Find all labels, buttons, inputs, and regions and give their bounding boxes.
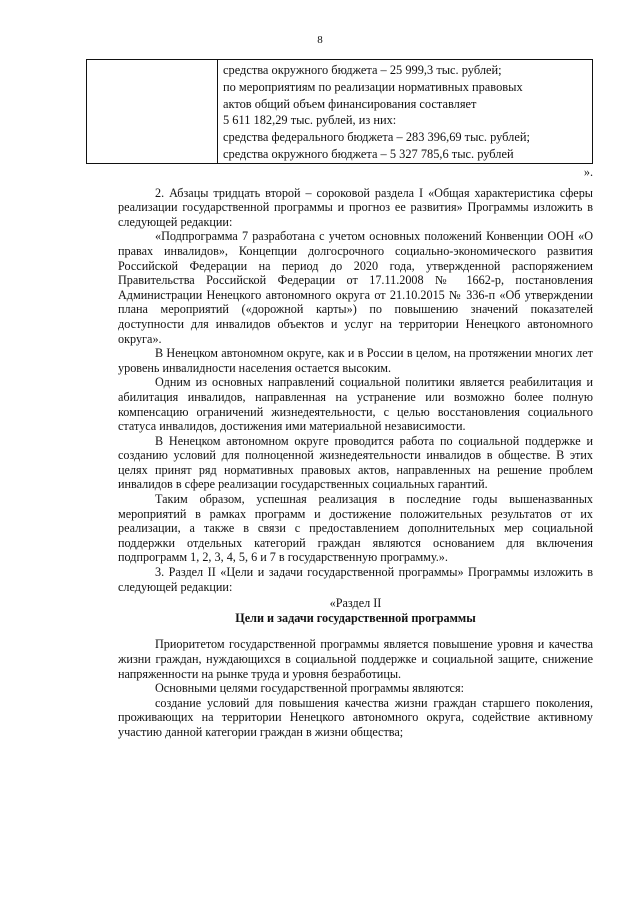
page-number: 8 xyxy=(317,34,323,46)
closing-quote: ». xyxy=(583,165,593,179)
section-title: Цели и задачи государственной программы xyxy=(235,610,476,625)
section-heading: «Раздел II xyxy=(329,596,382,611)
paragraph-goal-elderly: создание условий для повышения качества жизни граждан старшего поколения, проживающих на территории Ненецкого автономного округа, содействие активному участию данной категории граждан в жизни общества; xyxy=(118,695,593,739)
table-line: средства окружного бюджета – 5 327 785,6 тыс. рублей xyxy=(223,146,514,161)
table-line: средства окружного бюджета – 25 999,3 тыс. рублей; xyxy=(223,63,502,77)
table-line: средства федерального бюджета – 283 396,69 тыс. рублей; xyxy=(223,130,530,145)
paragraph-social-support: В Ненецком автономном округе проводится работа по социальной поддержке и созданию условий для полноценной жизнедеятельности инвалидов в обществе. В этих целях принят ряд нормативных правовых актов, направленных на решение проблем инвалидов в сфере реализации государственных социальных гарантий. xyxy=(118,433,593,492)
table-left-cell xyxy=(87,60,218,163)
paragraph-item-3: 3. Раздел II «Цели и задачи государственной программы» Программы изложить в следующей редакции: xyxy=(118,565,593,594)
table-line: актов общий объем финансирования составляет xyxy=(223,96,477,111)
paragraph-main-goals: Основными целями государственной программы являются: xyxy=(155,681,464,696)
paragraph-rehabilitation: Одним из основных направлений социальной политики является реабилитация и абилитация инвалидов, направленная на устранение или возможно более полную компенсацию ограничений жизнедеятельности, с целью восстановления социального статуса инвалидов, достижения ими материальной независимости. xyxy=(118,375,593,434)
table-line: 5 611 182,29 тыс. рублей, из них: xyxy=(223,113,397,128)
table-line: по мероприятиям по реализации нормативных правовых xyxy=(223,79,523,94)
paragraph-disability-level: В Ненецком автономном округе, как и в России в целом, на протяжении многих лет уровень инвалидности населения остается высоким. xyxy=(118,346,593,375)
paragraph-priority: Приоритетом государственной программы является повышение уровня и качества жизни граждан, нуждающихся в социальной поддержке и социальной защите, снижение напряженности на рынке труда и уровня безработицы. xyxy=(118,637,593,681)
paragraph-item-2: 2. Абзацы тридцать второй – сороковой раздела I «Общая характеристика сферы реализации государственной программы и прогноз ее развития» Программы изложить в следующей редакции: xyxy=(118,185,593,229)
paragraph-conclusion: Таким образом, успешная реализация в последние годы вышеназванных мероприятий в рамках программ и достижение положительных результатов от их реализации, а также в связи с предоставлением дополнительных мер социальной поддержки отдельных категорий граждан являются основанием для включения подпрограмм 1, 2, 3, 4, 5, 6 и 7 в государственную программу.». xyxy=(118,492,593,565)
funding-table xyxy=(86,59,593,164)
document-body xyxy=(118,164,593,740)
table-right-cell xyxy=(218,60,592,163)
paragraph-subprogram-7: «Подпрограмма 7 разработана с учетом основных положений Конвенции ООН «О правах инвалидов», Концепции долгосрочного социально-экономического развития Российской Федерации на период до 2020 года, утвержденной распоряжением Правительства Российской Федерации от 17.11.2008 № 1662-р, постановления Администрации Ненецкого автономного округа от 21.10.2015 № 336-п «Об утверждении плана мероприятий («дорожной карты») по повышению значений показателей доступности для инвалидов объектов и услуг на территории Ненецкого автономного округа». xyxy=(118,229,593,346)
